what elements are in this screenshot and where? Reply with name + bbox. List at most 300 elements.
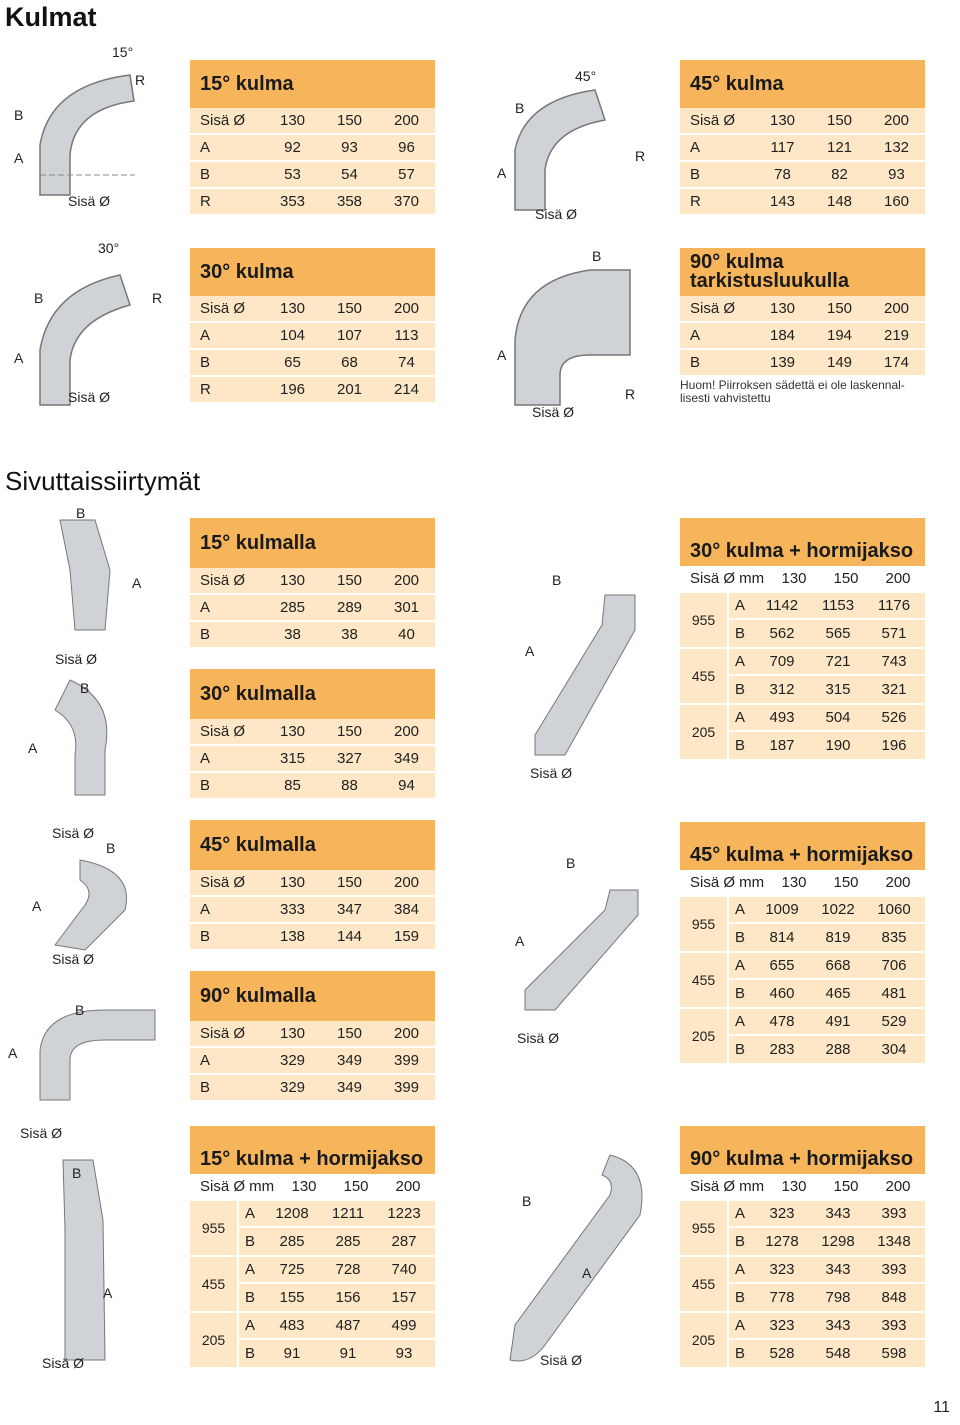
table-title: 45° kulma + hormijakso xyxy=(680,822,925,870)
label-sisa: Sisä Ø xyxy=(68,389,111,405)
table-cell: 130 xyxy=(781,1178,807,1195)
table-cell: A xyxy=(245,1261,256,1278)
table-cell: 150 xyxy=(336,723,363,740)
table-row xyxy=(680,323,925,350)
spec-table xyxy=(190,820,435,951)
group-label: 205 xyxy=(680,1313,729,1367)
table-cell: A xyxy=(245,1317,256,1334)
table-row xyxy=(680,189,925,216)
table-row xyxy=(190,746,435,773)
spec-table xyxy=(190,60,435,216)
table-row xyxy=(190,622,435,649)
table-cell: 778 xyxy=(769,1289,795,1306)
table-cell: 343 xyxy=(825,1261,851,1278)
table-cell: 655 xyxy=(769,957,795,974)
spec-table xyxy=(190,248,435,404)
table-cell: 393 xyxy=(881,1317,907,1334)
table-cell: A xyxy=(735,1317,746,1334)
table-cell: B xyxy=(245,1289,256,1306)
table-cell: 150 xyxy=(826,300,853,317)
label-r: R xyxy=(135,72,146,88)
table-cell: 706 xyxy=(881,957,907,974)
table-cell: 74 xyxy=(398,354,415,371)
table-cell: 130 xyxy=(279,300,306,317)
table-cell: 190 xyxy=(825,737,851,754)
table-cell: 121 xyxy=(826,139,853,156)
table-row xyxy=(239,1228,435,1255)
group-label: 455 xyxy=(680,1257,729,1311)
table-cell: 743 xyxy=(881,653,907,670)
table-cell: 1009 xyxy=(765,901,799,918)
table-cell: 288 xyxy=(825,1041,851,1058)
table-cell: 196 xyxy=(881,737,907,754)
table-cell: 150 xyxy=(336,112,363,129)
table-cell: 150 xyxy=(336,300,363,317)
table-cell: 393 xyxy=(881,1261,907,1278)
table-cell: 301 xyxy=(393,599,420,616)
table-cell: 91 xyxy=(283,1345,301,1362)
table-cell: 200 xyxy=(885,1178,911,1195)
table-cell: 548 xyxy=(825,1345,851,1362)
table-cell: B xyxy=(200,777,211,794)
table-cell: 487 xyxy=(335,1317,361,1334)
table-cell: 132 xyxy=(883,139,910,156)
label-sisa: Sisä Ø xyxy=(530,765,573,781)
table-cell: 353 xyxy=(279,193,306,210)
table-cell: 150 xyxy=(336,874,363,891)
label-sisa: Sisä Ø xyxy=(20,1125,63,1141)
table-cell: 82 xyxy=(831,166,848,183)
table-cell: Sisä Ø mm xyxy=(690,874,765,891)
table-cell: B xyxy=(245,1345,256,1362)
table-cell: 150 xyxy=(336,1025,363,1042)
label-sisa: Sisä Ø xyxy=(517,1030,560,1046)
table-cell: 814 xyxy=(769,929,795,946)
label-b: B xyxy=(76,505,86,521)
table-cell: 214 xyxy=(393,381,420,398)
table-cell: 321 xyxy=(881,681,907,698)
table-cell: 156 xyxy=(335,1289,361,1306)
page-number: 11 xyxy=(933,1399,950,1416)
table-cell: 130 xyxy=(279,874,306,891)
table-cell: 349 xyxy=(393,750,420,767)
table-cell: 343 xyxy=(825,1205,851,1222)
table-cell: B xyxy=(690,166,701,183)
table-cell: 219 xyxy=(883,327,910,344)
table-cell: A xyxy=(200,1052,211,1069)
table-cell: 721 xyxy=(825,653,851,670)
table-cell: 1060 xyxy=(877,901,911,918)
label-sisa: Sisä Ø xyxy=(540,1352,583,1368)
table-row xyxy=(680,1174,925,1201)
table-cell: A xyxy=(735,901,746,918)
table-row xyxy=(190,1174,435,1201)
table-cell: 150 xyxy=(343,1178,369,1195)
table-cell: 200 xyxy=(883,112,910,129)
table-cell: 1153 xyxy=(821,597,855,614)
table-cell: 740 xyxy=(391,1261,417,1278)
table-cell: 304 xyxy=(881,1041,907,1058)
table-cell: Sisä Ø xyxy=(200,1025,246,1042)
table-cell: 200 xyxy=(393,874,420,891)
label-sisa: Sisä Ø xyxy=(52,825,95,841)
table-cell: 327 xyxy=(336,750,363,767)
table-cell: 139 xyxy=(769,354,796,371)
label-b: B xyxy=(72,1165,82,1181)
table-cell: 384 xyxy=(393,901,420,918)
table-cell: 200 xyxy=(393,112,420,129)
table-cell: 285 xyxy=(335,1233,361,1250)
table-cell: 285 xyxy=(279,599,306,616)
table-title: 30° kulma xyxy=(190,248,435,296)
table-row xyxy=(190,897,435,924)
table-cell: 329 xyxy=(279,1052,306,1069)
table-cell: 399 xyxy=(393,1079,420,1096)
table-cell: 160 xyxy=(883,193,910,210)
elbow-45-diagram xyxy=(495,70,675,225)
table-cell: Sisä Ø xyxy=(200,112,246,129)
table-cell: 493 xyxy=(769,709,795,726)
table-cell: 40 xyxy=(398,626,415,643)
table-cell: 117 xyxy=(770,139,795,156)
label-b: B xyxy=(592,248,602,264)
table-cell: 201 xyxy=(336,381,363,398)
table-row xyxy=(239,1201,435,1228)
table-row xyxy=(190,1048,435,1075)
table-cell: 565 xyxy=(825,625,851,642)
table-row xyxy=(729,897,925,924)
table-row xyxy=(190,1075,435,1102)
table-cell: 709 xyxy=(769,653,795,670)
table-cell: 94 xyxy=(398,777,415,794)
label-a: A xyxy=(14,350,24,366)
table-cell: B xyxy=(200,928,211,945)
table-cell: 174 xyxy=(883,354,910,371)
table-cell: 57 xyxy=(398,166,415,183)
table-cell: 289 xyxy=(336,599,363,616)
group-label: 955 xyxy=(680,897,729,951)
row-group xyxy=(680,649,925,705)
table-cell: 88 xyxy=(341,777,358,794)
table-row xyxy=(190,595,435,622)
row-group xyxy=(680,1009,925,1065)
table-cell: 54 xyxy=(341,166,358,183)
table-cell: 562 xyxy=(769,625,795,642)
offset-45-diagram xyxy=(25,850,165,1110)
table-cell: 91 xyxy=(339,1345,357,1362)
table-row xyxy=(190,108,435,135)
table-cell: 200 xyxy=(395,1178,421,1195)
table-cell: 483 xyxy=(279,1317,305,1334)
table-cell: B xyxy=(735,681,746,698)
table-cell: 150 xyxy=(833,570,859,587)
table-cell: 1298 xyxy=(821,1233,855,1250)
table-cell: A xyxy=(735,653,746,670)
table-row xyxy=(190,719,435,746)
table-cell: 148 xyxy=(826,193,853,210)
table-row xyxy=(729,620,925,647)
table-row xyxy=(190,350,435,377)
table-row xyxy=(239,1284,435,1311)
table-cell: 1176 xyxy=(877,597,911,614)
group-label: 205 xyxy=(680,1009,729,1063)
table-row xyxy=(190,1021,435,1048)
table-cell: 315 xyxy=(279,750,306,767)
spec-table xyxy=(680,248,925,377)
table-row xyxy=(729,649,925,676)
label-b: B xyxy=(106,840,116,856)
table-cell: Sisä Ø xyxy=(200,723,246,740)
table-cell: 38 xyxy=(284,626,301,643)
row-group xyxy=(680,705,925,761)
spec-table xyxy=(190,518,435,649)
label-a: A xyxy=(14,150,24,166)
spec-table xyxy=(680,1126,925,1369)
table-cell: 819 xyxy=(825,929,851,946)
table-cell: 200 xyxy=(885,570,911,587)
table-row xyxy=(729,732,925,759)
table-cell: A xyxy=(735,957,746,974)
table-cell: 349 xyxy=(336,1079,363,1096)
table-cell: 668 xyxy=(825,957,851,974)
row-group xyxy=(680,1201,925,1257)
note-text: Huom! Piirroksen sädettä ei ole laskennal-lisesti vahvistettu xyxy=(680,378,905,405)
table-cell: 393 xyxy=(881,1205,907,1222)
table-cell: 113 xyxy=(394,327,419,344)
table-cell: Sisä Ø xyxy=(200,874,246,891)
table-cell: 835 xyxy=(881,929,907,946)
spec-table xyxy=(680,822,925,1065)
table-row xyxy=(239,1340,435,1367)
table-cell: 1348 xyxy=(877,1233,911,1250)
table-cell: 481 xyxy=(881,985,907,1002)
group-label: 205 xyxy=(190,1313,239,1367)
table-row xyxy=(729,1257,925,1284)
table-row xyxy=(729,1228,925,1255)
table-row xyxy=(190,189,435,216)
row-group xyxy=(190,1201,435,1257)
spec-table xyxy=(680,60,925,216)
spec-table xyxy=(190,1126,435,1369)
table-cell: B xyxy=(735,929,746,946)
table-cell: Sisä Ø mm xyxy=(690,570,765,587)
offset-30-chimney-diagram xyxy=(510,585,650,775)
table-cell: Sisä Ø mm xyxy=(200,1178,275,1195)
table-cell: 1278 xyxy=(765,1233,799,1250)
label-a: A xyxy=(497,347,507,363)
table-cell: A xyxy=(735,597,746,614)
table-title: 15° kulma xyxy=(190,60,435,108)
table-cell: 107 xyxy=(336,327,363,344)
group-label: 205 xyxy=(680,705,729,759)
table-cell: 130 xyxy=(291,1178,317,1195)
section-title-kulmat: Kulmat xyxy=(5,2,97,32)
table-cell: A xyxy=(200,750,211,767)
table-row xyxy=(680,135,925,162)
group-label: 455 xyxy=(190,1257,239,1311)
table-cell: 285 xyxy=(279,1233,305,1250)
table-cell: 150 xyxy=(833,874,859,891)
table-row xyxy=(729,1340,925,1367)
table-cell: B xyxy=(200,1079,211,1096)
table-cell: A xyxy=(690,139,701,156)
table-cell: 347 xyxy=(336,901,363,918)
table-cell: 130 xyxy=(781,570,807,587)
label-a: A xyxy=(103,1285,113,1301)
table-title: 90° kulmalla xyxy=(190,971,435,1021)
table-cell: 93 xyxy=(341,139,358,156)
table-title: 30° kulma + hormijakso xyxy=(680,518,925,566)
table-cell: 149 xyxy=(826,354,853,371)
table-title: 45° kulmalla xyxy=(190,820,435,870)
table-cell: 526 xyxy=(881,709,907,726)
table-row xyxy=(190,135,435,162)
table-cell: 196 xyxy=(279,381,306,398)
table-row xyxy=(190,323,435,350)
table-cell: 598 xyxy=(881,1345,907,1362)
table-cell: A xyxy=(735,1205,746,1222)
label-a: A xyxy=(515,933,525,949)
label-15deg: 15° xyxy=(112,44,134,60)
spec-table xyxy=(190,669,435,800)
table-row xyxy=(190,870,435,897)
table-cell: 130 xyxy=(769,300,796,317)
table-row xyxy=(729,924,925,951)
table-row xyxy=(729,1009,925,1036)
table-row xyxy=(680,870,925,897)
table-cell: 150 xyxy=(826,112,853,129)
row-group xyxy=(680,593,925,649)
table-cell: A xyxy=(735,1261,746,1278)
row-group xyxy=(680,897,925,953)
table-cell: 65 xyxy=(284,354,301,371)
table-row xyxy=(729,953,925,980)
label-b: B xyxy=(566,855,576,871)
table-row xyxy=(680,162,925,189)
table-cell: 491 xyxy=(825,1013,851,1030)
table-cell: A xyxy=(245,1205,256,1222)
table-cell: 200 xyxy=(393,300,420,317)
table-cell: 96 xyxy=(398,139,415,156)
table-cell: 1142 xyxy=(765,597,799,614)
table-cell: B xyxy=(735,737,746,754)
table-cell: B xyxy=(245,1233,256,1250)
label-sisa: Sisä Ø xyxy=(55,651,98,667)
table-cell: 848 xyxy=(881,1289,907,1306)
table-cell: 53 xyxy=(284,166,301,183)
table-cell: A xyxy=(735,709,746,726)
label-sisa: Sisä Ø xyxy=(52,951,95,967)
table-cell: 104 xyxy=(279,327,306,344)
table-cell: A xyxy=(200,327,211,344)
spec-table xyxy=(680,518,925,761)
table-cell: 1211 xyxy=(331,1205,365,1222)
table-row xyxy=(680,296,925,323)
table-title: 90° kulma tarkistusluukulla xyxy=(680,248,925,296)
table-cell: 68 xyxy=(341,354,358,371)
table-cell: 465 xyxy=(825,985,851,1002)
table-cell: 315 xyxy=(825,681,851,698)
table-cell: 92 xyxy=(284,139,301,156)
table-row xyxy=(680,108,925,135)
table-cell: 1022 xyxy=(821,901,855,918)
table-cell: A xyxy=(200,599,211,616)
label-r: R xyxy=(635,148,646,164)
label-45deg: 45° xyxy=(575,68,597,84)
table-cell: 460 xyxy=(769,985,795,1002)
table-cell: B xyxy=(200,166,211,183)
table-title: 30° kulmalla xyxy=(190,669,435,719)
label-a: A xyxy=(132,575,142,591)
table-cell: B xyxy=(735,625,746,642)
table-cell: 200 xyxy=(393,723,420,740)
table-row xyxy=(239,1313,435,1340)
table-cell: 155 xyxy=(279,1289,305,1306)
table-title: 90° kulma + hormijakso xyxy=(680,1126,925,1174)
table-cell: 370 xyxy=(393,193,420,210)
table-cell: B xyxy=(735,1233,746,1250)
table-cell: 343 xyxy=(825,1317,851,1334)
label-a: A xyxy=(28,740,38,756)
table-row xyxy=(729,1313,925,1340)
table-cell: Sisä Ø mm xyxy=(690,1178,765,1195)
table-cell: 323 xyxy=(769,1261,795,1278)
table-cell: B xyxy=(735,985,746,1002)
table-row xyxy=(729,1284,925,1311)
table-cell: R xyxy=(200,381,211,398)
table-row xyxy=(190,924,435,951)
group-label: 955 xyxy=(680,1201,729,1255)
row-group xyxy=(190,1313,435,1369)
table-cell: 93 xyxy=(888,166,905,183)
table-row xyxy=(729,676,925,703)
table-cell: 159 xyxy=(393,928,420,945)
table-cell: 200 xyxy=(883,300,910,317)
group-label: 955 xyxy=(190,1201,239,1255)
label-a: A xyxy=(497,165,507,181)
group-label: 455 xyxy=(680,953,729,1007)
label-sisa: Sisä Ø xyxy=(42,1355,85,1371)
table-row xyxy=(729,705,925,732)
table-cell: 323 xyxy=(769,1205,795,1222)
table-cell: Sisä Ø xyxy=(690,112,736,129)
table-cell: 529 xyxy=(881,1013,907,1030)
table-cell: 725 xyxy=(279,1261,305,1278)
table-cell: B xyxy=(690,354,701,371)
row-group xyxy=(680,1313,925,1369)
label-30deg: 30° xyxy=(98,240,120,256)
label-sisa: Sisä Ø xyxy=(532,404,575,420)
label-b: B xyxy=(522,1193,532,1209)
table-cell: 329 xyxy=(279,1079,306,1096)
table-cell: 798 xyxy=(825,1289,851,1306)
table-cell: 1223 xyxy=(387,1205,421,1222)
label-r: R xyxy=(152,290,163,306)
label-b: B xyxy=(552,572,562,588)
table-row xyxy=(190,296,435,323)
table-cell: 283 xyxy=(769,1041,795,1058)
table-cell: 399 xyxy=(393,1052,420,1069)
table-cell: 499 xyxy=(391,1317,417,1334)
row-group xyxy=(190,1257,435,1313)
table-cell: 130 xyxy=(279,723,306,740)
table-cell: 504 xyxy=(825,709,851,726)
group-label: 955 xyxy=(680,593,729,647)
table-cell: B xyxy=(200,626,211,643)
row-group xyxy=(680,1257,925,1313)
label-a: A xyxy=(525,643,535,659)
table-row xyxy=(190,377,435,404)
